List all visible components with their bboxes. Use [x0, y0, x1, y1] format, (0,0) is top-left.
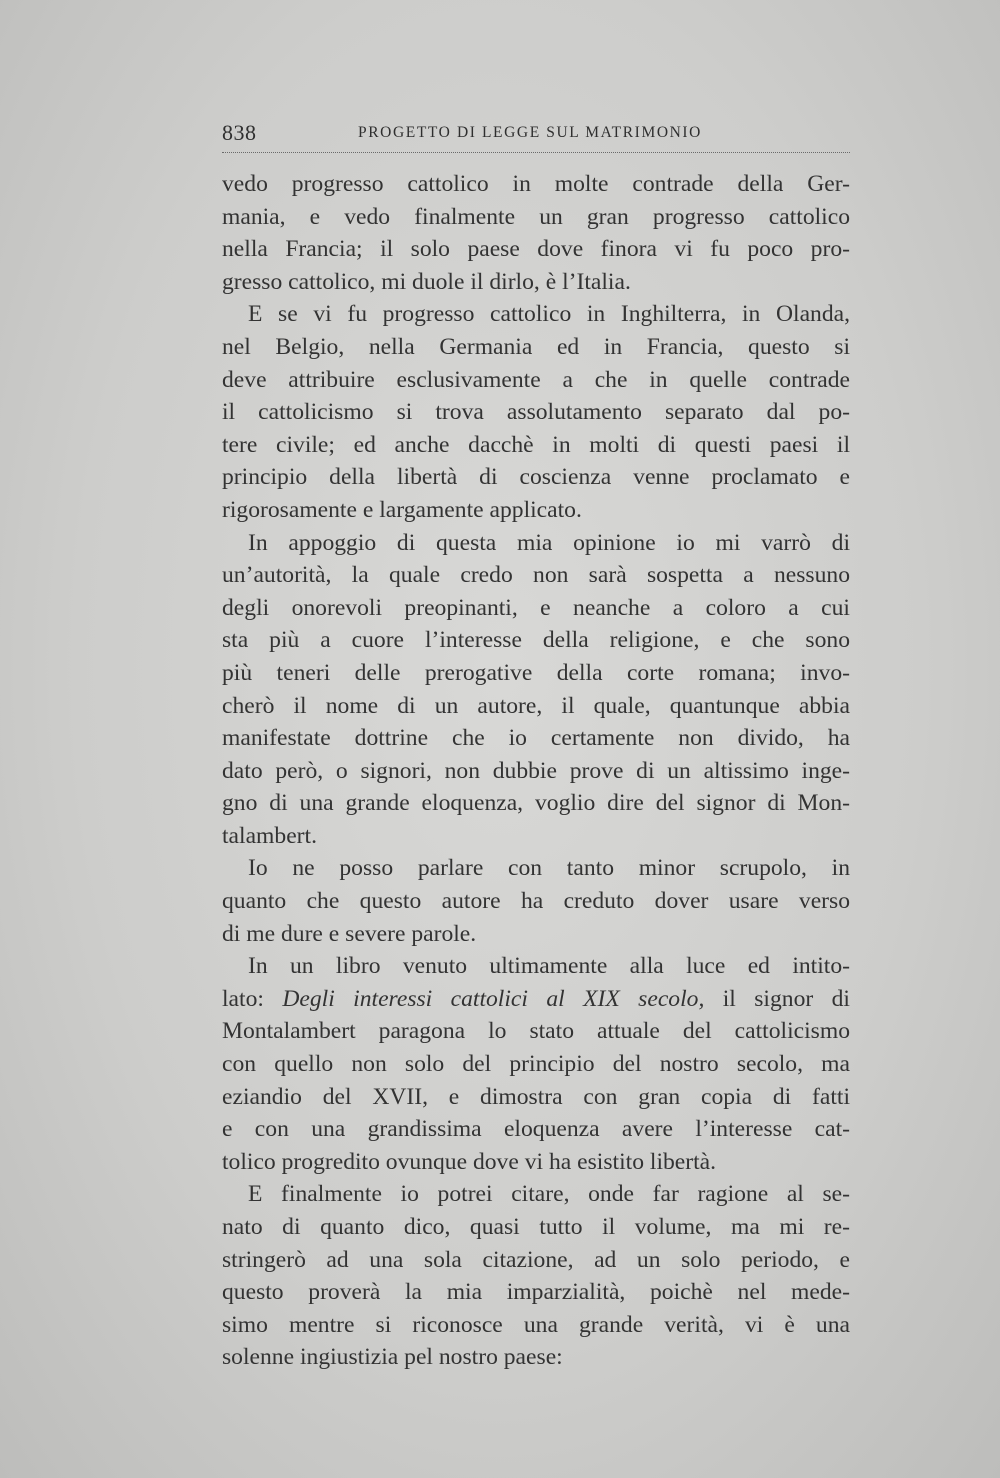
text-line: cherò il nome di un autore, il quale, quantunque abbia — [222, 692, 850, 719]
text-line: vedo progresso cattolico in molte contrade della Ger- — [222, 171, 850, 197]
paragraph — [222, 527, 850, 853]
text-line: questo proverà la mia imparzialità, poichè nel mede- — [222, 1279, 850, 1306]
text-line: simo mentre si riconosce una grande verità, vi è una — [222, 1311, 850, 1338]
header-rule — [222, 152, 850, 153]
text-line: nel Belgio, nella Germania ed in Francia, questo si — [222, 333, 850, 360]
text-line: In un libro venuto ultimamente alla luce ed intito- — [248, 953, 850, 980]
text-line: sta più a cuore l’interesse della religione, e che sono — [222, 627, 850, 654]
text-line: nella Francia; il solo paese dove finora vi fu poco pro- — [222, 236, 850, 263]
text-line: degli onorevoli preopinanti, e neanche a coloro a cui — [222, 594, 850, 621]
text-line: mania, e vedo finalmente un gran progresso cattolico — [222, 203, 850, 230]
text-line: con quello non solo del principio del nostro secolo, ma — [222, 1051, 850, 1078]
text-line: e con una grandissima eloquenza avere l’interesse cat- — [222, 1116, 850, 1143]
text-line: tere civile; ed anche dacchè in molti di questi paesi il — [222, 431, 850, 458]
body-text — [222, 168, 850, 1374]
paragraph — [222, 950, 850, 1178]
text-line: manifestate dottrine che io certamente non divido, ha — [222, 725, 850, 752]
text-line: deve attribuire esclusivamente a che in quelle contrade — [222, 366, 850, 393]
page-number: 838 — [222, 120, 257, 145]
text-line: più teneri delle prerogative della corte romana; invo- — [222, 659, 850, 686]
text-line: principio della libertà di coscienza venne proclamato e — [222, 464, 850, 491]
text-line: nato di quanto dico, quasi tutto il volume, ma mi re- — [222, 1214, 850, 1240]
text-line: stringerò ad una sola citazione, ad un solo periodo, e — [222, 1246, 850, 1273]
running-head: PROGETTO DI LEGGE SUL MATRIMONIO — [358, 124, 702, 141]
paragraph — [222, 1178, 850, 1374]
text-line: Io ne posso parlare con tanto minor scrupolo, in — [248, 855, 850, 882]
text-line: tolico progredito ovunque dove vi ha esistito libertà. — [222, 1148, 717, 1175]
text-line: talambert. — [222, 822, 317, 849]
text-line: un’autorità, la quale credo non sarà sospetta a nessuno — [222, 562, 850, 589]
text-line: Montalambert paragona lo stato attuale del cattolicismo — [222, 1018, 850, 1045]
paragraph — [222, 852, 850, 950]
text-line: E se vi fu progresso cattolico in Inghilterra, in Olanda, — [248, 301, 850, 328]
text-line: eziandio del XVII, e dimostra con gran copia di fatti — [222, 1083, 850, 1110]
text-line: gresso cattolico, mi duole il dirlo, è l’Italia. — [222, 268, 631, 295]
text-line: di me dure e severe parole. — [222, 920, 477, 947]
text-line: lato: Degli interessi cattolici al XIX secolo, il signor di — [222, 985, 850, 1012]
book-title: Degli interessi cattolici al XIX secolo, — [282, 985, 705, 1012]
text-line: E finalmente io potrei citare, onde far ragione al se- — [248, 1181, 850, 1208]
text-line: rigorosamente e largamente applicato. — [222, 496, 582, 523]
page-header — [222, 118, 850, 148]
paragraph — [222, 298, 850, 526]
text-line: In appoggio di questa mia opinione io mi varrò di — [248, 529, 850, 556]
text-line: gno di una grande eloquenza, voglio dire del signor di Mon- — [222, 790, 850, 817]
text-line: il cattolicismo si trova assolutamento separato dal po- — [222, 399, 850, 426]
text-line: dato però, o signori, non dubbie prove di un altissimo inge- — [222, 757, 850, 784]
paragraph — [222, 168, 850, 298]
text-line: solenne ingiustizia pel nostro paese: — [222, 1344, 563, 1371]
text-line: quanto che questo autore ha creduto dover usare verso — [222, 888, 850, 915]
